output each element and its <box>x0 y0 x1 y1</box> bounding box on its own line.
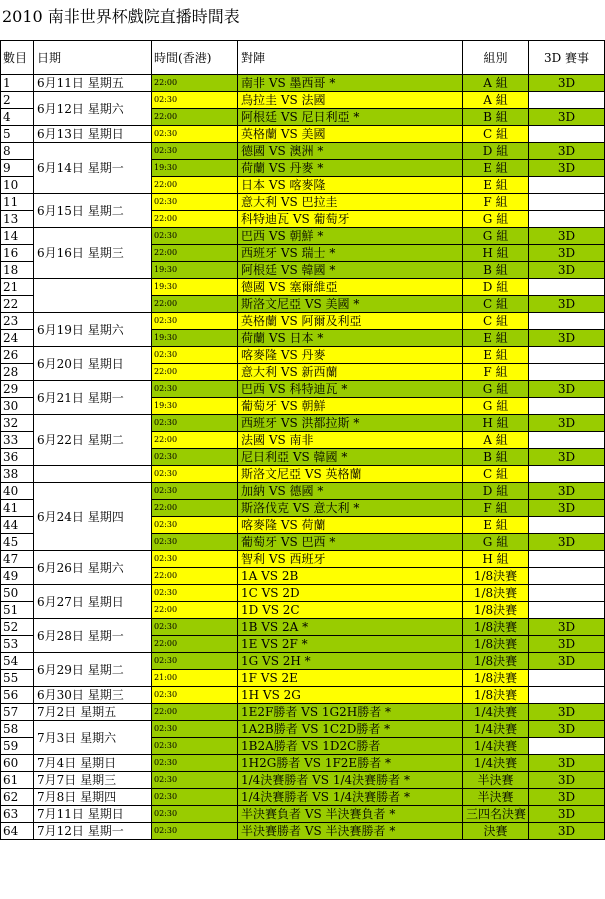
row-date: 7月3日 星期六 <box>34 721 152 755</box>
row-group: 1/8決賽 <box>463 602 529 619</box>
row-date: 6月14日 星期一 <box>34 143 152 194</box>
table-row <box>1 313 605 330</box>
row-date: 6月22日 星期二 <box>34 415 152 466</box>
row-time: 02:30 <box>152 313 238 330</box>
row-group: 半決賽 <box>463 772 529 789</box>
row-time: 22:00 <box>152 364 238 381</box>
row-group: G 組 <box>463 381 529 398</box>
row-group: 決賽 <box>463 823 529 840</box>
row-3d <box>529 211 605 228</box>
row-time: 22:00 <box>152 704 238 721</box>
row-match: 半決賽勝者 VS 半決賽勝者 * <box>238 823 463 840</box>
row-match: 1E2F勝者 VS 1G2H勝者 * <box>238 704 463 721</box>
row-time: 22:00 <box>152 75 238 92</box>
header-time <box>152 41 238 75</box>
row-date: 6月12日 星期六 <box>34 92 152 126</box>
row-time: 19:30 <box>152 160 238 177</box>
row-match: 喀麥隆 VS 丹麥 <box>238 347 463 364</box>
row-3d: 3D <box>529 721 605 738</box>
table-row <box>1 721 605 738</box>
row-3d <box>529 177 605 194</box>
table-row <box>1 126 605 143</box>
row-date: 6月15日 星期二 <box>34 194 152 228</box>
row-3d: 3D <box>529 262 605 279</box>
row-match: 日本 VS 喀麥隆 <box>238 177 463 194</box>
row-3d <box>529 517 605 534</box>
table-row <box>1 653 605 670</box>
row-3d: 3D <box>529 772 605 789</box>
row-number: 16 <box>1 245 34 262</box>
row-group: 1/8決賽 <box>463 619 529 636</box>
row-3d <box>529 194 605 211</box>
row-group: E 組 <box>463 177 529 194</box>
row-3d: 3D <box>529 534 605 551</box>
row-3d: 3D <box>529 296 605 313</box>
row-group: C 組 <box>463 296 529 313</box>
row-date: 7月7日 星期三 <box>34 772 152 789</box>
row-3d <box>529 398 605 415</box>
row-match: 加納 VS 德國 * <box>238 483 463 500</box>
row-date: 6月29日 星期二 <box>34 653 152 687</box>
row-number: 50 <box>1 585 34 602</box>
table-row <box>1 279 605 296</box>
row-time: 02:30 <box>152 381 238 398</box>
row-group: G 組 <box>463 211 529 228</box>
row-time: 21:00 <box>152 670 238 687</box>
row-group: B 組 <box>463 109 529 126</box>
row-number: 36 <box>1 449 34 466</box>
row-number: 60 <box>1 755 34 772</box>
row-number: 33 <box>1 432 34 449</box>
row-time: 02:30 <box>152 415 238 432</box>
row-number: 9 <box>1 160 34 177</box>
row-number: 30 <box>1 398 34 415</box>
row-group: G 組 <box>463 534 529 551</box>
row-time: 22:00 <box>152 109 238 126</box>
row-3d: 3D <box>529 245 605 262</box>
row-match: 1A VS 2B <box>238 568 463 585</box>
row-group: A 組 <box>463 432 529 449</box>
row-3d: 3D <box>529 160 605 177</box>
row-number: 29 <box>1 381 34 398</box>
row-number: 5 <box>1 126 34 143</box>
row-match: 烏拉圭 VS 法國 <box>238 92 463 109</box>
row-group: 1/4決賽 <box>463 755 529 772</box>
row-group: C 組 <box>463 313 529 330</box>
schedule-body <box>1 75 605 840</box>
row-date: 6月16日 星期三 <box>34 228 152 279</box>
row-3d: 3D <box>529 483 605 500</box>
row-date: 6月27日 星期日 <box>34 585 152 619</box>
row-3d: 3D <box>529 806 605 823</box>
row-group: G 組 <box>463 228 529 245</box>
row-group: F 組 <box>463 364 529 381</box>
row-match: 斯洛文尼亞 VS 英格蘭 <box>238 466 463 483</box>
row-time: 22:00 <box>152 177 238 194</box>
row-match: 英格蘭 VS 阿爾及利亞 <box>238 313 463 330</box>
table-row <box>1 228 605 245</box>
row-time: 02:30 <box>152 347 238 364</box>
row-match: 法國 VS 南非 <box>238 432 463 449</box>
row-time: 02:30 <box>152 228 238 245</box>
row-3d: 3D <box>529 823 605 840</box>
row-number: 57 <box>1 704 34 721</box>
header-match: 對陣 <box>238 41 463 75</box>
row-group: E 組 <box>463 160 529 177</box>
row-time: 19:30 <box>152 279 238 296</box>
row-3d <box>529 432 605 449</box>
row-match: 1A2B勝者 VS 1C2D勝者 * <box>238 721 463 738</box>
table-row <box>1 347 605 364</box>
row-number: 2 <box>1 92 34 109</box>
table-row <box>1 687 605 704</box>
row-match: 斯洛文尼亞 VS 美國 * <box>238 296 463 313</box>
row-number: 4 <box>1 109 34 126</box>
table-row <box>1 483 605 500</box>
row-3d: 3D <box>529 789 605 806</box>
table-row <box>1 194 605 211</box>
row-group: 半決賽 <box>463 789 529 806</box>
row-number: 26 <box>1 347 34 364</box>
row-number: 58 <box>1 721 34 738</box>
row-match: 1G VS 2H * <box>238 653 463 670</box>
row-time: 22:00 <box>152 500 238 517</box>
table-row <box>1 381 605 398</box>
row-group: A 組 <box>463 92 529 109</box>
row-date: 6月24日 星期四 <box>34 483 152 551</box>
table-row <box>1 75 605 92</box>
row-time: 22:00 <box>152 296 238 313</box>
row-3d: 3D <box>529 330 605 347</box>
row-match: 阿根廷 VS 尼日利亞 * <box>238 109 463 126</box>
row-number: 18 <box>1 262 34 279</box>
row-time: 02:30 <box>152 483 238 500</box>
row-3d: 3D <box>529 619 605 636</box>
row-time: 02:30 <box>152 619 238 636</box>
row-number: 55 <box>1 670 34 687</box>
table-row <box>1 143 605 160</box>
row-match: 1C VS 2D <box>238 585 463 602</box>
row-match: 斯洛伐克 VS 意大利 * <box>238 500 463 517</box>
row-time: 22:00 <box>152 211 238 228</box>
row-match: 英格蘭 VS 美國 <box>238 126 463 143</box>
row-date: 6月13日 星期日 <box>34 126 152 143</box>
row-3d: 3D <box>529 636 605 653</box>
row-time: 19:30 <box>152 398 238 415</box>
row-group: F 組 <box>463 194 529 211</box>
row-match: 1E VS 2F * <box>238 636 463 653</box>
row-number: 49 <box>1 568 34 585</box>
row-match: 阿根廷 VS 韓國 * <box>238 262 463 279</box>
table-row <box>1 755 605 772</box>
table-row <box>1 415 605 432</box>
row-date: 6月19日 星期六 <box>34 313 152 347</box>
row-number: 45 <box>1 534 34 551</box>
row-match: 1D VS 2C <box>238 602 463 619</box>
row-3d: 3D <box>529 500 605 517</box>
row-number: 59 <box>1 738 34 755</box>
row-match: 荷蘭 VS 日本 * <box>238 330 463 347</box>
row-3d <box>529 92 605 109</box>
row-number: 11 <box>1 194 34 211</box>
schedule-table <box>0 40 605 840</box>
row-group: E 組 <box>463 330 529 347</box>
row-date: 6月28日 星期一 <box>34 619 152 653</box>
row-number: 44 <box>1 517 34 534</box>
row-time: 02:30 <box>152 721 238 738</box>
row-group: 1/8決賽 <box>463 568 529 585</box>
row-match: 意大利 VS 新西蘭 <box>238 364 463 381</box>
row-number: 40 <box>1 483 34 500</box>
row-number: 41 <box>1 500 34 517</box>
row-match: 西班牙 VS 瑞士 * <box>238 245 463 262</box>
row-match: 葡萄牙 VS 朝鮮 <box>238 398 463 415</box>
header-group: 組別 <box>463 41 529 75</box>
row-number: 32 <box>1 415 34 432</box>
header-time-note: (香港) <box>178 50 212 65</box>
row-number: 24 <box>1 330 34 347</box>
row-date: 7月4日 星期日 <box>34 755 152 772</box>
row-match: 1B2A勝者 VS 1D2C勝者 <box>238 738 463 755</box>
row-number: 10 <box>1 177 34 194</box>
row-number: 23 <box>1 313 34 330</box>
row-match: 智利 VS 西班牙 <box>238 551 463 568</box>
row-match: 1H VS 2G <box>238 687 463 704</box>
row-match: 1B VS 2A * <box>238 619 463 636</box>
row-time: 22:00 <box>152 636 238 653</box>
table-row <box>1 772 605 789</box>
row-match: 葡萄牙 VS 巴西 * <box>238 534 463 551</box>
table-row <box>1 466 605 483</box>
row-group: 1/8決賽 <box>463 585 529 602</box>
row-date: 6月11日 星期五 <box>34 75 152 92</box>
row-group: 1/4決賽 <box>463 721 529 738</box>
row-3d <box>529 313 605 330</box>
row-date <box>34 466 152 483</box>
row-time: 02:30 <box>152 789 238 806</box>
row-time: 02:30 <box>152 143 238 160</box>
row-match: 意大利 VS 巴拉圭 <box>238 194 463 211</box>
row-number: 22 <box>1 296 34 313</box>
table-row <box>1 806 605 823</box>
row-time: 02:30 <box>152 823 238 840</box>
row-date <box>34 279 152 313</box>
row-number: 28 <box>1 364 34 381</box>
row-number: 64 <box>1 823 34 840</box>
row-group: H 組 <box>463 415 529 432</box>
row-3d: 3D <box>529 415 605 432</box>
row-match: 巴西 VS 科特迪瓦 * <box>238 381 463 398</box>
row-date: 6月20日 星期日 <box>34 347 152 381</box>
row-group: C 組 <box>463 466 529 483</box>
row-match: 1/4決賽勝者 VS 1/4決賽勝者 * <box>238 772 463 789</box>
header-row <box>1 41 605 75</box>
header-num: 數目 <box>1 41 34 75</box>
row-date: 6月21日 星期一 <box>34 381 152 415</box>
row-3d: 3D <box>529 449 605 466</box>
row-3d <box>529 551 605 568</box>
row-time: 02:30 <box>152 755 238 772</box>
row-number: 62 <box>1 789 34 806</box>
row-group: A 組 <box>463 75 529 92</box>
table-row <box>1 92 605 109</box>
row-number: 1 <box>1 75 34 92</box>
row-time: 02:30 <box>152 466 238 483</box>
row-match: 西班牙 VS 洪都拉斯 * <box>238 415 463 432</box>
row-number: 21 <box>1 279 34 296</box>
row-match: 德國 VS 塞爾維亞 <box>238 279 463 296</box>
table-row <box>1 823 605 840</box>
row-3d: 3D <box>529 653 605 670</box>
row-group: B 組 <box>463 449 529 466</box>
row-date: 6月30日 星期三 <box>34 687 152 704</box>
row-time: 22:00 <box>152 568 238 585</box>
row-group: 1/8決賽 <box>463 653 529 670</box>
row-3d <box>529 347 605 364</box>
row-number: 52 <box>1 619 34 636</box>
table-row <box>1 585 605 602</box>
row-3d <box>529 585 605 602</box>
header-3d: 3D 賽事 <box>529 41 605 75</box>
row-group: C 組 <box>463 126 529 143</box>
row-3d <box>529 670 605 687</box>
row-number: 14 <box>1 228 34 245</box>
row-time: 22:00 <box>152 245 238 262</box>
row-group: E 組 <box>463 347 529 364</box>
row-group: B 組 <box>463 262 529 279</box>
row-time: 02:30 <box>152 772 238 789</box>
row-group: 1/8決賽 <box>463 670 529 687</box>
row-3d: 3D <box>529 109 605 126</box>
row-3d: 3D <box>529 228 605 245</box>
header-date: 日期 <box>34 41 152 75</box>
page-title: 2010 南非世界杯戲院直播時間表 <box>2 7 240 26</box>
row-group: 1/4決賽 <box>463 704 529 721</box>
row-match: 半決賽負者 VS 半決賽負者 * <box>238 806 463 823</box>
row-match: 1F VS 2E <box>238 670 463 687</box>
row-3d: 3D <box>529 704 605 721</box>
row-3d: 3D <box>529 381 605 398</box>
row-match: 科特迪瓦 VS 葡萄牙 <box>238 211 463 228</box>
row-group: F 組 <box>463 500 529 517</box>
row-date: 7月8日 星期四 <box>34 789 152 806</box>
row-number: 13 <box>1 211 34 228</box>
row-number: 53 <box>1 636 34 653</box>
row-match: 荷蘭 VS 丹麥 * <box>238 160 463 177</box>
row-3d: 3D <box>529 755 605 772</box>
row-number: 8 <box>1 143 34 160</box>
row-3d <box>529 466 605 483</box>
row-3d <box>529 602 605 619</box>
row-number: 61 <box>1 772 34 789</box>
row-number: 63 <box>1 806 34 823</box>
row-3d <box>529 568 605 585</box>
row-group: 三四名決賽 <box>463 806 529 823</box>
header-time-label: 時間 <box>154 50 179 65</box>
row-number: 38 <box>1 466 34 483</box>
row-match: 1H2G勝者 VS 1F2E勝者 * <box>238 755 463 772</box>
row-group: D 組 <box>463 279 529 296</box>
row-time: 19:30 <box>152 330 238 347</box>
row-3d <box>529 279 605 296</box>
row-3d: 3D <box>529 75 605 92</box>
row-group: H 組 <box>463 551 529 568</box>
table-row <box>1 789 605 806</box>
row-number: 47 <box>1 551 34 568</box>
row-number: 51 <box>1 602 34 619</box>
row-time: 02:30 <box>152 585 238 602</box>
row-group: D 組 <box>463 483 529 500</box>
row-group: 1/8決賽 <box>463 687 529 704</box>
row-time: 02:30 <box>152 534 238 551</box>
row-match: 德國 VS 澳洲 * <box>238 143 463 160</box>
row-time: 02:30 <box>152 687 238 704</box>
row-3d <box>529 364 605 381</box>
row-date: 7月2日 星期五 <box>34 704 152 721</box>
row-time: 02:30 <box>152 449 238 466</box>
row-match: 南非 VS 墨西哥 * <box>238 75 463 92</box>
row-time: 02:30 <box>152 806 238 823</box>
table-row <box>1 551 605 568</box>
row-number: 54 <box>1 653 34 670</box>
row-group: 1/4決賽 <box>463 738 529 755</box>
row-time: 02:30 <box>152 194 238 211</box>
row-3d <box>529 738 605 755</box>
row-group: 1/8決賽 <box>463 636 529 653</box>
row-time: 22:00 <box>152 432 238 449</box>
row-group: G 組 <box>463 398 529 415</box>
row-date: 7月12日 星期一 <box>34 823 152 840</box>
row-match: 1/4決賽勝者 VS 1/4決賽勝者 * <box>238 789 463 806</box>
row-group: D 組 <box>463 143 529 160</box>
row-time: 02:30 <box>152 126 238 143</box>
row-match: 巴西 VS 朝鮮 * <box>238 228 463 245</box>
row-number: 56 <box>1 687 34 704</box>
row-group: E 組 <box>463 517 529 534</box>
row-3d <box>529 126 605 143</box>
table-row <box>1 619 605 636</box>
row-time: 02:30 <box>152 551 238 568</box>
row-time: 02:30 <box>152 653 238 670</box>
row-time: 19:30 <box>152 262 238 279</box>
row-date: 7月11日 星期日 <box>34 806 152 823</box>
row-match: 喀麥隆 VS 荷蘭 <box>238 517 463 534</box>
row-time: 02:30 <box>152 738 238 755</box>
table-row <box>1 704 605 721</box>
row-time: 22:00 <box>152 602 238 619</box>
row-match: 尼日利亞 VS 韓國 * <box>238 449 463 466</box>
row-3d <box>529 687 605 704</box>
row-time: 02:30 <box>152 92 238 109</box>
row-time: 02:30 <box>152 517 238 534</box>
row-date: 6月26日 星期六 <box>34 551 152 585</box>
row-group: H 組 <box>463 245 529 262</box>
row-3d: 3D <box>529 143 605 160</box>
